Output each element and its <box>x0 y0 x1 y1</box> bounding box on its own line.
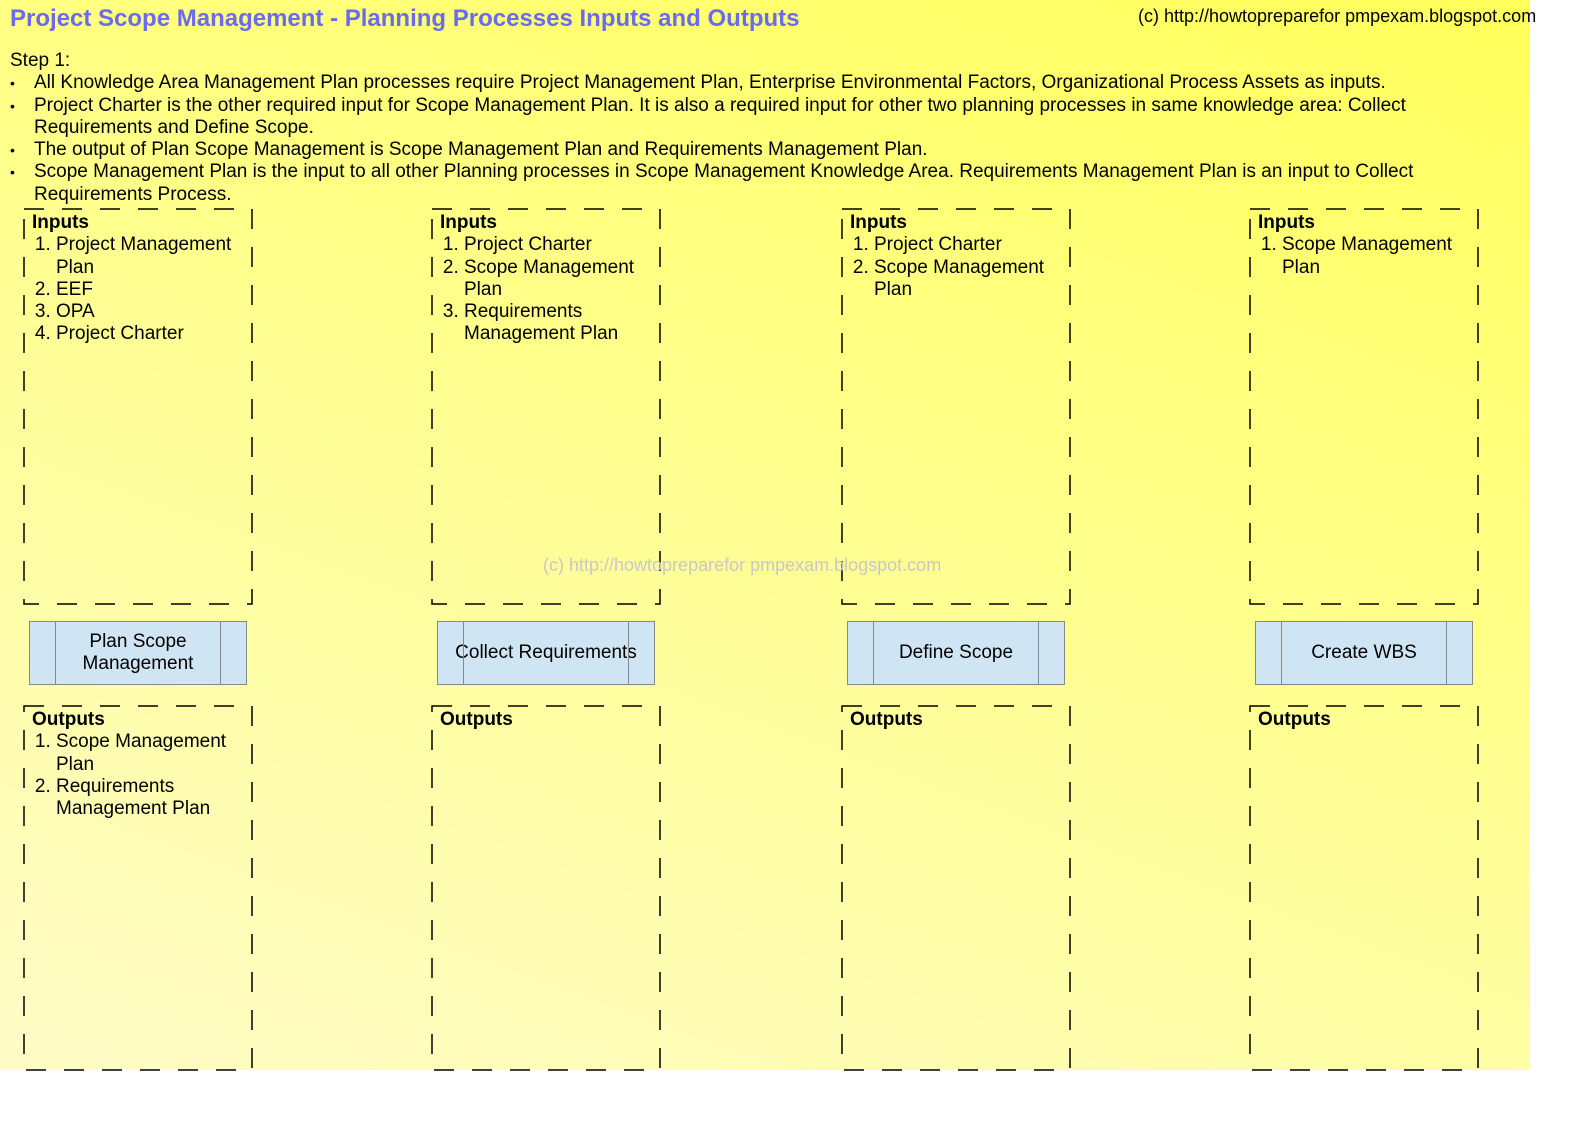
outputs-box <box>842 706 1070 1070</box>
process-name: Create WBS <box>1311 641 1417 663</box>
copyright-text: (c) http://howtopreparefor pmpexam.blogspot.com <box>1138 6 1537 26</box>
inputs-box <box>842 209 1070 604</box>
inputs-heading: Inputs <box>850 212 907 233</box>
inputs-heading: Inputs <box>32 212 89 233</box>
outputs-box <box>24 706 252 1070</box>
inputs-item: 3. OPA <box>56 301 244 323</box>
process-name: Collect Requirements <box>455 641 637 663</box>
bullet: • The output of Plan Scope Management is Scope Management Plan and Requirements Management Plan. <box>10 139 1500 161</box>
inputs-item: 1. Project Management Plan <box>56 234 244 279</box>
outputs-item: 2. Requirements Management Plan <box>56 776 244 821</box>
process-name: Plan Scope Management <box>82 630 194 674</box>
inputs-item: 1. Scope Management Plan <box>1282 234 1470 279</box>
outputs-heading: Outputs <box>440 709 513 730</box>
process-box[interactable] <box>847 621 1065 685</box>
watermark: (c) http://howtopreparefor pmpexam.blogspot.com <box>543 555 942 575</box>
inputs-item: 2. Scope Management Plan <box>874 257 1062 302</box>
inputs-item: 1. Project Charter <box>464 234 652 256</box>
page-title: Project Scope Management - Planning Processes Inputs and Outputs <box>10 5 800 32</box>
inputs-item: 1. Project Charter <box>874 234 1062 256</box>
inputs-heading: Inputs <box>440 212 497 233</box>
bullet: • Project Charter is the other required input for Scope Management Plan. It is also a required input for other two planning processes in same knowledge area: Collect Requirements and Define Scope. <box>10 95 1500 140</box>
process-box[interactable] <box>437 621 655 685</box>
process-name: Define Scope <box>898 641 1014 663</box>
bullet: • Scope Management Plan is the input to all other Planning processes in Scope Management Knowledge Area. Requirements Management Plan is an input to Collect Requirements Process. <box>10 161 1500 206</box>
outputs-item: 1. Scope Management Plan <box>56 731 244 776</box>
inputs-box <box>24 209 252 604</box>
outputs-heading: Outputs <box>32 709 105 730</box>
inputs-item: 3. Requirements Management Plan <box>464 301 652 346</box>
process-box[interactable] <box>1255 621 1473 685</box>
bullet: • All Knowledge Area Management Plan processes require Project Management Plan, Enterprise Environmental Factors, Organizational Process Assets as inputs. <box>10 72 1500 94</box>
outputs-box <box>432 706 660 1070</box>
inputs-box <box>432 209 660 604</box>
intro-text <box>10 50 1500 206</box>
outputs-box <box>1250 706 1478 1070</box>
inputs-heading: Inputs <box>1258 212 1315 233</box>
step-label: Step 1: <box>10 50 71 71</box>
inputs-item: 2. EEF <box>56 279 244 301</box>
inputs-box <box>1250 209 1478 604</box>
process-box[interactable] <box>29 621 247 685</box>
inputs-item: 4. Project Charter <box>56 323 244 345</box>
inputs-item: 2. Scope Management Plan <box>464 257 652 302</box>
outputs-heading: Outputs <box>850 709 923 730</box>
outputs-heading: Outputs <box>1258 709 1331 730</box>
